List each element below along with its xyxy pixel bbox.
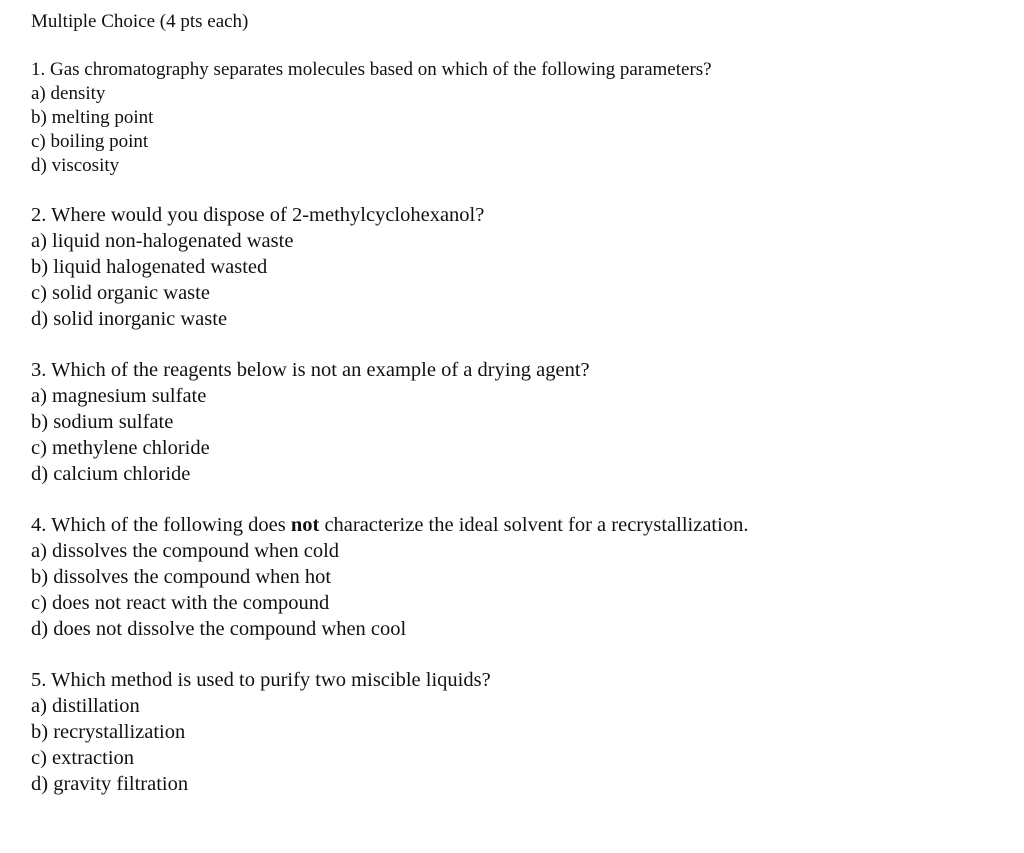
document-page — [31, 10, 1004, 797]
option-a: a) dissolves the compound when cold — [31, 540, 340, 562]
section-heading: Multiple Choice (4 pts each) — [31, 11, 249, 32]
option-b: b) liquid halogenated wasted — [31, 256, 268, 278]
option-b: b) dissolves the compound when hot — [31, 566, 332, 588]
question-3 — [31, 357, 1004, 487]
option-d: d) gravity filtration — [31, 773, 189, 795]
stem-emphasis: not — [290, 514, 320, 536]
option-d: d) calcium chloride — [31, 463, 191, 485]
question-2 — [31, 202, 1004, 332]
option-a: a) distillation — [31, 695, 140, 717]
option-d: d) does not dissolve the compound when cool — [31, 618, 407, 640]
option-c: c) does not react with the compound — [31, 592, 330, 614]
question-5 — [31, 667, 1004, 797]
option-c: c) extraction — [31, 747, 135, 769]
stem-text-after: characterize the ideal solvent for a recrystallization. — [319, 514, 749, 536]
option-c: c) boiling point — [31, 131, 149, 152]
option-a: a) magnesium sulfate — [31, 385, 207, 407]
question-4 — [31, 512, 1004, 642]
option-b: b) sodium sulfate — [31, 411, 174, 433]
option-a: a) density — [31, 83, 106, 104]
question-stem: 3. Which of the reagents below is not an example of a drying agent? — [31, 359, 590, 381]
option-b: b) melting point — [31, 107, 154, 128]
question-stem: 5. Which method is used to purify two miscible liquids? — [31, 669, 491, 691]
option-d: d) solid inorganic waste — [31, 308, 228, 330]
question-stem: 1. Gas chromatography separates molecules based on which of the following parameters? — [31, 59, 712, 80]
question-1 — [31, 58, 1004, 178]
question-stem — [31, 512, 1004, 538]
stem-text-before: 4. Which of the following does — [31, 514, 291, 536]
question-stem: 2. Where would you dispose of 2-methylcyclohexanol? — [31, 204, 485, 226]
option-c: c) solid organic waste — [31, 282, 210, 304]
option-c: c) methylene chloride — [31, 437, 210, 459]
option-a: a) liquid non-halogenated waste — [31, 230, 294, 252]
option-b: b) recrystallization — [31, 721, 186, 743]
option-d: d) viscosity — [31, 155, 120, 176]
